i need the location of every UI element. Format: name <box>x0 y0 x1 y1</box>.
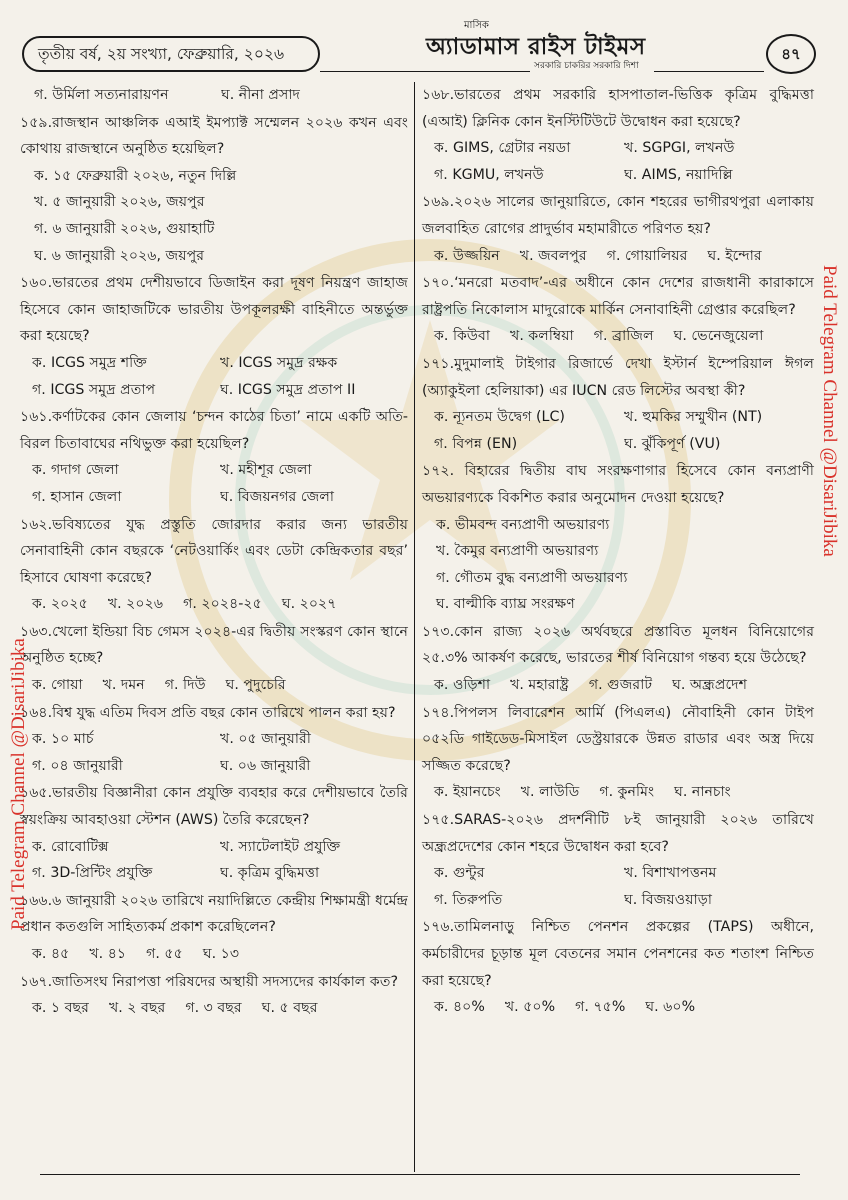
magazine-tagline: সরকারি চাকরির সরকারি দিশা <box>534 61 639 71</box>
question-text: ১৬২.ভবিষ্যতের যুদ্ধ প্রস্তুতি জোরদার করার জন্য ভারতীয় সেনাবাহিনী কোন বছরকে ‘নেটওয়ার্কিং এবং ডেটা কেন্দ্রিকতার বছর’ হিসাবে ঘোষণা করেছে? <box>20 516 408 586</box>
column-divider <box>414 82 415 1172</box>
header-rule-right <box>654 71 764 72</box>
option-d: ঘ. ঝুঁকিপূর্ণ (VU) <box>624 435 721 452</box>
question-166 <box>20 888 408 968</box>
option-d: ঘ. ৬০% <box>645 999 696 1016</box>
option-d: ঘ. ৫ বছর <box>261 1000 318 1017</box>
question-161 <box>20 404 408 510</box>
question-164 <box>20 700 408 780</box>
option-c: গ. ICGS সমুদ্র প্রতাপ <box>32 381 156 398</box>
question-159 <box>20 110 408 270</box>
option-b: খ. হুমকির সম্মুখীন (NT) <box>624 409 763 426</box>
option-a: ক. ১৫ ফেব্রুয়ারী ২০২৬, নতুন দিল্লি <box>34 167 237 184</box>
option-d: ঘ. বাল্মীকি ব্যাঘ্র সংরক্ষণ <box>436 596 575 613</box>
option-a: ক. ন্যূনতম উদ্বেগ (LC) <box>434 409 565 426</box>
option-b: খ. ২ বছর <box>108 1000 166 1017</box>
question-167 <box>20 969 408 1022</box>
option-b: খ. ICGS সমুদ্র রক্ষক <box>220 354 338 371</box>
option-d: ঘ. বিজয়ওয়াড়া <box>624 891 712 908</box>
option-b: খ. দমন <box>102 677 145 694</box>
option-c: গ. ৩ বছর <box>185 1000 242 1017</box>
option-d: ঘ. নীনা প্রসাদ <box>221 87 300 103</box>
option-a: ক. উজ্জয়িন <box>434 247 500 264</box>
option-d: ঘ. নানচাং <box>674 784 731 801</box>
telegram-watermark-right: Paid Telegram Channel @DisariJibika <box>819 265 840 557</box>
option-b: খ. ০৫ জানুয়ারী <box>220 731 311 748</box>
option-a: ক. কিউবা <box>434 328 490 345</box>
issue-label: তৃতীয় বর্ষ, ২য় সংখ্যা, ফেব্রুয়ারি, ২০২৬ <box>22 36 320 72</box>
option-a: ক. ICGS সমুদ্র শক্তি <box>32 354 147 371</box>
right-column <box>422 82 814 1022</box>
option-c: গ. ৭৫% <box>575 999 626 1016</box>
question-text: ১৭৫.SARAS-২০২৬ প্রদর্শনীটি ৮ই জানুয়ারী ২০২৬ তারিখে অন্ধ্রপ্রদেশের কোন শহরে উদ্বোধন করা হবে? <box>422 812 814 855</box>
option-c: গ. দিউ <box>164 677 206 694</box>
page-header <box>14 14 834 74</box>
question-160 <box>20 270 408 403</box>
option-b: খ. ২০২৬ <box>107 596 164 613</box>
option-a: ক. গুন্টুর <box>434 865 485 882</box>
question-text: ১৫৯.রাজস্থান আঞ্চলিক এআই ইমপ্যাক্ট সম্মেলন ২০২৬ কখন এবং কোথায় রাজস্থানে অনুষ্ঠিত হয়েছিল? <box>20 114 408 158</box>
option-b: খ. মহারাষ্ট্র <box>510 677 569 694</box>
question-175 <box>422 807 814 913</box>
option-a: ক. গদাগ জেলা <box>32 462 119 479</box>
question-text: ১৭৪.পিপলস লিবারেশন আর্মি (পিএলএ) নৌবাহিনী কোন টাইপ ০৫২ডি গাইডেড-মিসাইল ডেস্ট্রয়ারকে উন্নত রাডার এবং অস্ত্র দিয়ে সজ্জিত করেছে? <box>422 704 814 774</box>
question-176 <box>422 914 814 1020</box>
option-b: খ. মহীশূর জেলা <box>220 462 312 479</box>
option-d: ঘ. ০৬ জানুয়ারী <box>220 757 311 774</box>
magazine-label: মাসিক <box>464 20 489 31</box>
question-text: ১৭০.‘মনরো মতবাদ’-এর অধীনে কোন দেশের রাজধানী কারাকাসে রাষ্ট্রপতি নিকোলাস মাদুরোকে মার্কিন সেনাবাহিনী গ্রেপ্তার করেছিল? <box>422 275 814 318</box>
question-162 <box>20 512 408 618</box>
option-c: গ. ০৪ জানুয়ারী <box>32 757 123 774</box>
option-b: খ. SGPGI, লখনউ <box>624 140 735 157</box>
question-text: ১৬৮.ভারতের প্রথম সরকারি হাসপাতাল-ভিত্তিক কৃত্রিম বুদ্ধিমত্তা (এআই) ক্লিনিক কোন ইনস্টিটিউটে উদ্বোধন করা হয়েছে? <box>422 87 814 130</box>
option-a: ক. রোবোটিক্স <box>32 838 109 855</box>
option-c: গ. হাসান জেলা <box>32 488 122 505</box>
option-d: ঘ. ১৩ <box>202 946 240 962</box>
option-d: ঘ. ICGS সমুদ্র প্রতাপ II <box>220 381 356 398</box>
option-a: ক. ১০ মার্চ <box>32 731 94 748</box>
option-d: ঘ. অন্ধ্রপ্রদেশ <box>672 677 748 694</box>
footer-rule <box>40 1174 800 1175</box>
option-a: ক. ১ বছর <box>32 1000 89 1017</box>
option-c: গ. KGMU, লখনউ <box>434 166 544 183</box>
question-172 <box>422 458 814 618</box>
option-a: ক. ইয়ানচেং <box>434 784 501 801</box>
option-c: গ. ৬ জানুয়ারী ২০২৬, গুয়াহাটি <box>34 220 215 237</box>
option-b: খ. বিশাখাপত্তনম <box>624 865 717 882</box>
question-text: ১৬৭.জাতিসংঘ নিরাপত্তা পরিষদের অস্থায়ী সদস্যদের কার্যকাল কত? <box>20 973 398 990</box>
option-c: গ. বিপন্ন (EN) <box>434 435 518 452</box>
option-b: খ. লাউডি <box>520 784 580 801</box>
question-text: ১৭৬.তামিলনাড়ু নিশ্চিত পেনশন প্রকল্পের (TAPS) অধীনে, কর্মচারীদের চূড়ান্ত মূল বেতনের সমান পেনশনের কত শতাংশ নিশ্চিত করা হয়েছে? <box>422 919 814 989</box>
question-text: ১৬৬.৬ জানুয়ারী ২০২৬ তারিখে নয়াদিল্লিতে কেন্দ্রীয় শিক্ষামন্ত্রী ধর্মেন্দ্র প্রধান কতগুলি সাহিত্যকর্ম প্রকাশ করেছিলেন? <box>20 892 408 936</box>
question-170 <box>422 270 814 350</box>
option-a: ক. ওড়িশা <box>434 677 491 694</box>
option-a: ক. গোয়া <box>32 677 83 694</box>
question-text: ১৬৩.খেলো ইন্ডিয়া বিচ গেমস ২০২৪-এর দ্বিতীয় সংস্করণ কোন স্থানে অনুষ্ঠিত হচ্ছে? <box>20 623 408 667</box>
option-d: ঘ. পুদুচেরি <box>225 677 286 694</box>
option-d: ঘ. ইন্দোর <box>707 247 762 264</box>
question-text: ১৬৫.ভারতীয় বিজ্ঞানীরা কোন প্রযুক্তি ব্যবহার করে দেশীয়ভাবে তৈরি স্বয়ংক্রিয় আবহাওয়া স্টেশন (AWS) তৈরি করেছেন? <box>20 785 408 829</box>
option-c: গ. 3D-প্রিন্টিং প্রযুক্তি <box>32 865 153 882</box>
question-text: ১৬০.ভারতের প্রথম দেশীয়ভাবে ডিজাইন করা দূষণ নিয়ন্ত্রণ জাহাজ হিসেবে কোন জাহাজটিকে ভারতীয় উপকূলরক্ষী বাহিনীতে অন্তর্ভুক্ত করা হয়েছে? <box>20 275 408 345</box>
option-c: গ. গোয়ালিয়র <box>606 247 688 264</box>
option-b: খ. কলম্বিয়া <box>510 328 574 345</box>
option-d: ঘ. বিজয়নগর জেলা <box>220 488 335 505</box>
option-c: গ. ২০২৪-২৫ <box>183 596 262 613</box>
question-165 <box>20 780 408 886</box>
option-b: খ. স্যাটেলাইট প্রযুক্তি <box>220 838 341 855</box>
option-b: খ. ৫ জানুয়ারী ২০২৬, জয়পুর <box>34 194 205 211</box>
question-168 <box>422 82 814 188</box>
option-c: গ. গৌতম বুদ্ধ বন্যপ্রাণী অভয়ারণ্য <box>436 569 628 586</box>
option-a: ক. GIMS, গ্রেটার নয়ডা <box>434 140 571 157</box>
option-c: গ. তিরুপতি <box>434 891 503 908</box>
option-c: গ. গুজরাট <box>588 677 653 694</box>
left-column <box>20 82 408 1023</box>
question-173 <box>422 619 814 699</box>
telegram-watermark-left: Paid Telegram Channel @DisariJibika <box>8 638 29 930</box>
option-c: গ. ৫৫ <box>146 946 183 962</box>
header-rule-left <box>320 71 530 72</box>
question-171 <box>422 351 814 457</box>
question-text: ১৬৪.বিশ্ব যুদ্ধ এতিম দিবস প্রতি বছর কোন তারিখে পালন করা হয়? <box>20 704 396 721</box>
option-a: ক. ভীমবন্দ বন্যপ্রাণী অভয়ারণ্য <box>436 516 610 533</box>
option-c: গ. উর্মিলা সত্যনারায়ণন <box>34 87 169 103</box>
question-text: ১৬১.কর্ণাটকের কোন জেলায় ‘চন্দন কাঠের চিতা’ নামে একটি অতি-বিরল চিতাবাঘের নথিভুক্ত করা হয়েছিল? <box>20 409 408 452</box>
magazine-title: অ্যাডামাস রাইস টাইমস <box>426 33 646 60</box>
question-text: ১৭৩.কোন রাজ্য ২০২৬ অর্থবছরে প্রস্তাবিত মূলধন বিনিয়োগের ২৫.৩% আকর্ষণ করেছে, ভারতের শীর্ষ বিনিয়োগ গন্তব্য হয়ে উঠেছে? <box>422 623 814 667</box>
page-number: ৪৭ <box>766 34 816 74</box>
question-text: ১৭২. বিহারের দ্বিতীয় বাঘ সংরক্ষণাগার হিসেবে কোন বন্যপ্রাণী অভয়ারণ্যকে বিকশিত করার অনুমোদন দেওয়া হয়েছে? <box>422 463 814 506</box>
option-d: ঘ. কৃত্রিম বুদ্ধিমত্তা <box>220 865 320 882</box>
question-158-tail <box>20 82 408 109</box>
question-169 <box>422 189 814 269</box>
question-163 <box>20 619 408 699</box>
option-d: ঘ. AIMS, নয়াদিল্লি <box>624 166 733 183</box>
option-b: খ. ৫০% <box>504 999 556 1016</box>
option-d: ঘ. ভেনেজুয়েলা <box>673 328 764 345</box>
question-text: ১৬৯.২০২৬ সালের জানুয়ারিতে, কোন শহরের ভাগীরথপুরা এলাকায় জলবাহিত রোগের প্রাদুর্ভাব মহামারীতে পরিণত হয়? <box>422 194 814 237</box>
question-174 <box>422 700 814 806</box>
option-d: ঘ. ৬ জানুয়ারী ২০২৬, জয়পুর <box>34 247 205 264</box>
option-b: খ. জবলপুর <box>519 247 587 264</box>
option-c: গ. ব্রাজিল <box>593 328 654 345</box>
option-c: গ. কুনমিং <box>599 784 655 801</box>
option-b: খ. কৈমুর বন্যপ্রাণী অভয়ারণ্য <box>436 543 599 560</box>
option-a: ক. ৪৫ <box>32 946 70 962</box>
option-d: ঘ. ২০২৭ <box>281 596 337 613</box>
option-a: ক. ২০২৫ <box>32 596 88 613</box>
question-text: ১৭১.মুদুমালাই টাইগার রিজার্ভে দেখা ইস্টার্ন ইম্পেরিয়াল ঈগল (অ্যাকুইলা হেলিয়াকা) এর IUCN রেড লিস্টের অবস্থা কী? <box>422 355 814 399</box>
option-b: খ. ৪১ <box>89 946 127 962</box>
option-a: ক. ৪০% <box>434 999 485 1016</box>
